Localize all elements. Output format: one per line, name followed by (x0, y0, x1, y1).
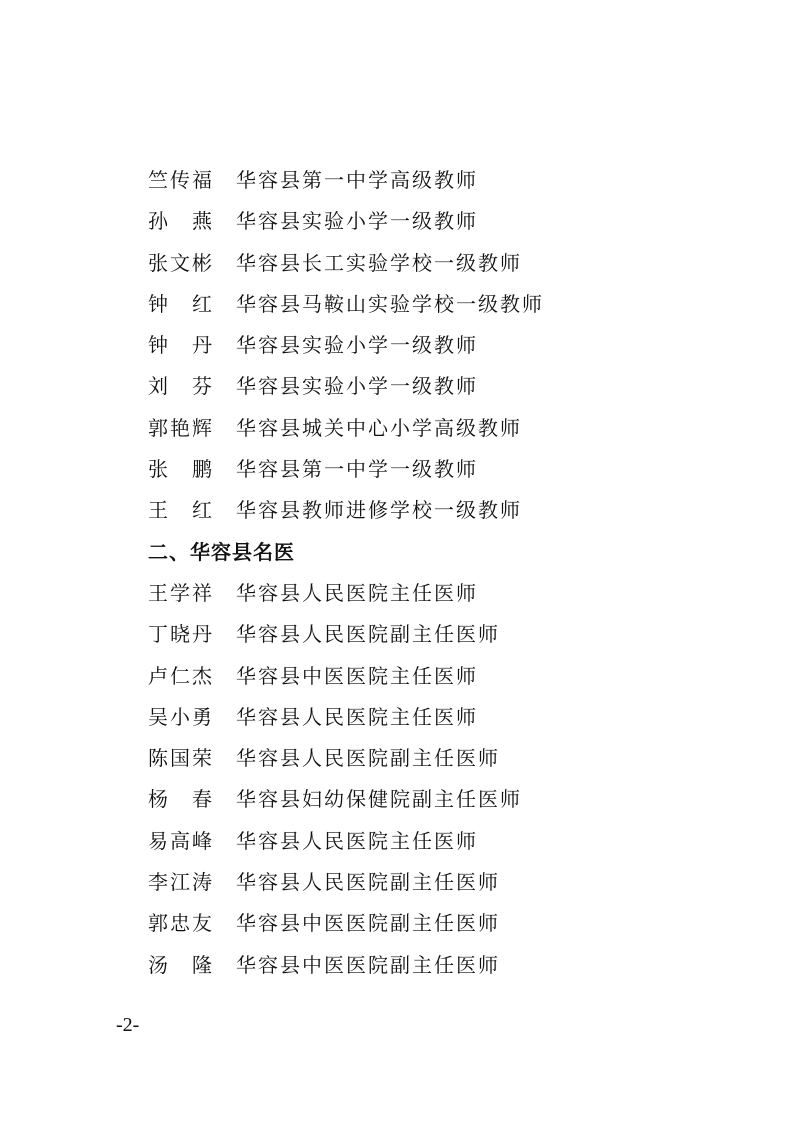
person-name: 杨 春 (148, 787, 212, 812)
doctor-entry (148, 821, 748, 862)
person-name: 易高峰 (148, 828, 214, 853)
person-title: 华容县长工实验学校一级教师 (236, 250, 522, 275)
person-name: 竺传福 (148, 168, 214, 192)
person-title: 华容县人民医院主任医师 (236, 828, 478, 853)
person-title: 华容县第一中学一级教师 (236, 457, 478, 482)
person-name: 张文彬 (148, 250, 214, 275)
person-title: 华容县中医医院主任医师 (236, 663, 478, 688)
teacher-entry (148, 160, 748, 201)
doctor-entry (148, 697, 748, 738)
person-title: 华容县马鞍山实验学校一级教师 (236, 291, 544, 316)
person-title: 华容县教师进修学校一级教师 (236, 498, 522, 523)
person-name: 郭忠友 (148, 911, 214, 936)
person-title: 华容县人民医院副主任医师 (236, 870, 500, 895)
section-heading: 二、华容县名医 (148, 539, 295, 564)
person-title: 华容县妇幼保健院副主任医师 (236, 787, 522, 812)
doctor-list (148, 573, 748, 986)
person-name: 汤 隆 (148, 952, 212, 977)
teacher-entry (148, 201, 748, 242)
teacher-entry (148, 449, 748, 490)
person-name: 张 鹏 (148, 457, 212, 482)
doctor-entry (148, 614, 748, 655)
person-name: 钟 丹 (148, 333, 212, 358)
person-title: 华容县第一中学高级教师 (236, 168, 478, 192)
person-name: 丁晓丹 (148, 622, 214, 647)
person-title: 华容县人民医院副主任医师 (236, 622, 500, 647)
teacher-entry (148, 366, 748, 407)
person-name: 李江涛 (148, 870, 214, 895)
person-title: 华容县中医医院副主任医师 (236, 911, 500, 936)
teacher-list (148, 160, 748, 532)
doctor-entry (148, 573, 748, 614)
person-title: 华容县实验小学一级教师 (236, 374, 478, 399)
teacher-entry (148, 325, 748, 366)
person-name: 郭艳辉 (148, 415, 214, 440)
person-title: 华容县中医医院副主任医师 (236, 952, 500, 977)
person-title: 华容县实验小学一级教师 (236, 333, 478, 358)
person-name: 卢仁杰 (148, 663, 214, 688)
doctor-entry (148, 738, 748, 779)
doctor-entry (148, 779, 748, 820)
person-name: 吴小勇 (148, 704, 214, 729)
teacher-entry (148, 490, 748, 531)
person-name: 陈国荣 (148, 746, 214, 771)
page-number: -2- (116, 1014, 140, 1036)
name-list (148, 160, 748, 986)
person-name: 王 红 (148, 498, 212, 523)
person-title: 华容县城关中心小学高级教师 (236, 415, 522, 440)
doctor-entry (148, 862, 748, 903)
teacher-entry (148, 284, 748, 325)
person-name: 刘 芬 (148, 374, 212, 399)
person-title: 华容县人民医院副主任医师 (236, 746, 500, 771)
person-name: 孙 燕 (148, 209, 212, 234)
doctor-entry (148, 903, 748, 944)
teacher-entry (148, 408, 748, 449)
person-name: 王学祥 (148, 580, 214, 605)
person-title: 华容县人民医院主任医师 (236, 704, 478, 729)
person-title: 华容县人民医院主任医师 (236, 580, 478, 605)
doctor-entry (148, 656, 748, 697)
doctor-entry (148, 945, 748, 986)
person-title: 华容县实验小学一级教师 (236, 209, 478, 234)
teacher-entry (148, 243, 748, 284)
person-name: 钟 红 (148, 291, 212, 316)
